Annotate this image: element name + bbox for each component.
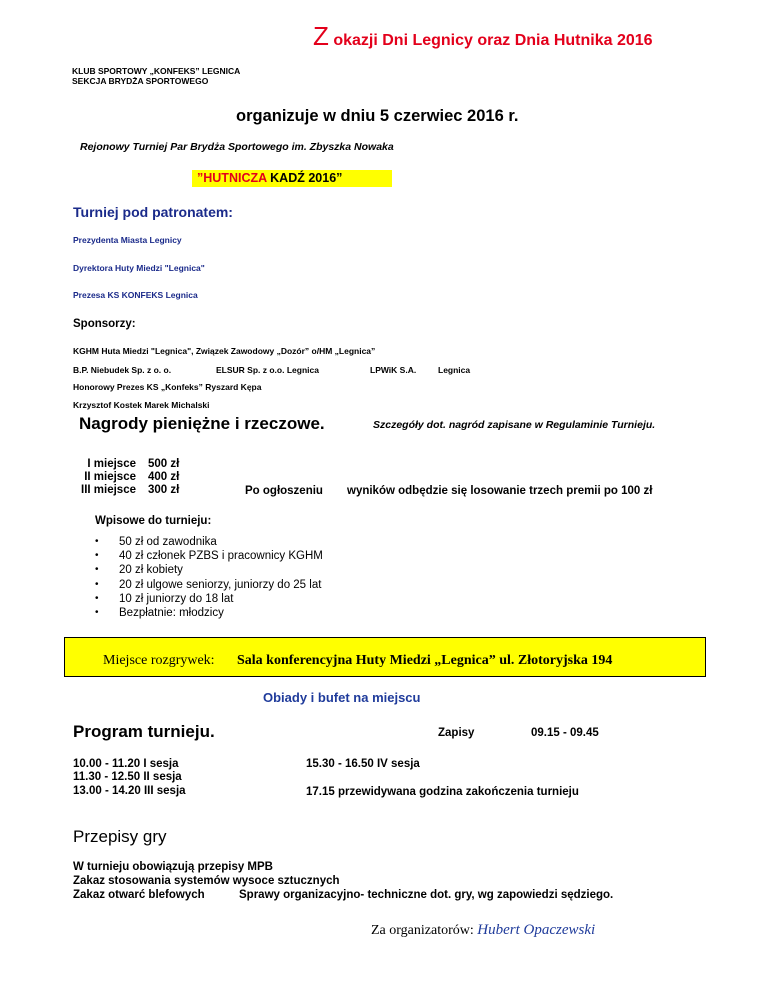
venue-box [64,637,706,677]
prize-place: II miejsce [84,471,136,483]
venue-value: Sala konferencyjna Huty Miedzi „Legnica” ul. Złotoryjska 194 [237,653,613,668]
sponsors-line-1: KGHM Huta Miedzi "Legnica", Związek Zawodowy „Dozór” o/HM „Legnica” [73,346,376,356]
sponsors-heading: Sponsorzy: [73,318,136,330]
event-name-black: KADŹ 2016” [266,171,343,185]
event-name-red: ”HUTNICZA [197,171,267,185]
sponsors-line-2c: LPWiK S.A. [370,365,417,375]
rules-line-2: Zakaz stosowania systemów wysoce sztucznych [73,875,340,887]
event-name [192,170,392,187]
rules-line-1: W turnieju obowiązują przepisy MPB [73,861,273,873]
list-item: • 50 zł od zawodnika [95,535,323,549]
signature-label: Za organizatorów: [371,923,474,938]
patron-item: Prezesa KS KONFEKS Legnica [73,290,198,300]
club-line-1: KLUB SPORTOWY „KONFEKS” LEGNICA [72,66,241,76]
list-item: • 20 zł kobiety [95,563,323,577]
prizes-heading: Nagrody pieniężne i rzeczowe. [79,414,325,433]
session-line: 11.30 - 12.50 II sesja [73,771,182,783]
sponsors-line-2a: B.P. Niebudek Sp. z o. o. [73,365,172,375]
sponsors-line-3: Honorowy Prezes KS „Konfeks” Ryszard Kępa [73,382,262,392]
header-title [313,21,653,52]
draw-note-b: wyników odbędzie się losowanie trzech premii po 100 zł [347,485,653,497]
end-time: 17.15 przewidywana godzina zakończenia turnieju [306,786,579,798]
catering-note: Obiady i bufet na miejscu [263,690,421,705]
sponsors-line-4: Krzysztof Kostek Marek Michalski [73,400,210,410]
sponsors-line-2b: ELSUR Sp. z o.o. Legnica [216,365,319,375]
registration-time: 09.15 - 09.45 [531,727,599,739]
session-line: 13.00 - 14.20 III sesja [73,785,186,797]
patron-item: Prezydenta Miasta Legnicy [73,235,182,245]
patron-item: Dyrektora Huty Miedzi "Legnica" [73,263,205,273]
list-item: • 40 zł członek PZBS i pracownicy KGHM [95,549,323,563]
fees-list [95,535,323,620]
organizes-line: organizuje w dniu 5 czerwiec 2016 r. [236,107,519,125]
club-line-2: SEKCJA BRYDŻA SPORTOWEGO [72,76,209,86]
patronage-heading: Turniej pod patronatem: [73,204,233,220]
list-item: • 10 zł juniorzy do 18 lat [95,592,323,606]
program-heading: Program turnieju. [73,722,215,741]
session-iv: 15.30 - 16.50 IV sesja [306,758,420,770]
title-initial: Z [313,21,329,51]
prize-amount: 300 zł [148,484,180,496]
rules-heading: Przepisy gry [73,827,167,846]
rules-line-3a: Zakaz otwarć blefowych [73,889,205,901]
draw-note-a: Po ogłoszeniu [245,485,323,497]
rules-line-3b: Sprawy organizacyjno- techniczne dot. gry, wg zapowiedzi sędziego. [239,889,614,901]
prize-place: I miejsce [87,458,136,470]
signature [371,922,595,939]
fees-heading: Wpisowe do turnieju: [95,515,212,527]
session-line: 10.00 - 11.20 I sesja [73,758,179,770]
list-item: • Bezpłatnie: młodzicy [95,606,323,620]
signature-name: Hubert Opaczewski [477,922,596,938]
title-rest: okazji Dni Legnicy oraz Dnia Hutnika 2016 [328,32,653,49]
prize-place: III miejsce [81,484,136,496]
sponsors-line-2d: Legnica [438,365,471,375]
prizes-details-note: Szczegóły dot. nagród zapisane w Regulaminie Turnieju. [373,419,656,431]
list-item: • 20 zł ulgowe seniorzy, juniorzy do 25 lat [95,578,323,592]
registration-label: Zapisy [438,727,475,739]
prize-amount: 500 zł [148,458,180,470]
tournament-name: Rejonowy Turniej Par Brydża Sportowego im. Zbyszka Nowaka [80,141,394,153]
venue-label: Miejsce rozgrywek: [103,653,215,668]
prize-amount: 400 zł [148,471,180,483]
